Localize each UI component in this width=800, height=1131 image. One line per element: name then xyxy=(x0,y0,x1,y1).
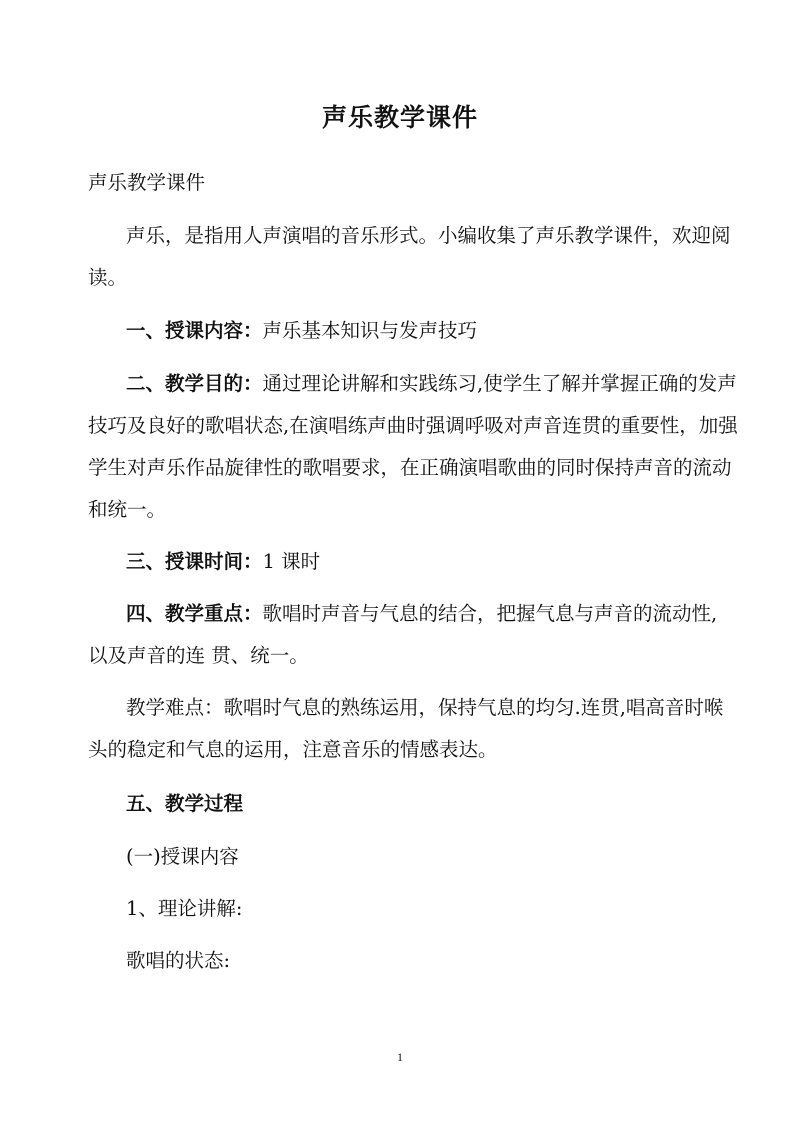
section-3-text: 1 课时 xyxy=(262,550,321,573)
section-1-text: 声乐基本知识与发声技巧 xyxy=(262,319,478,342)
document-title: 声乐教学课件 xyxy=(321,103,478,132)
section-2-line-2: 技巧及良好的歌唱状态,在演唱练声曲时强调呼吸对声音连贯的重要性，加强 xyxy=(88,414,738,437)
section-1 xyxy=(126,315,766,343)
section-2-label: 二、教学目的： xyxy=(126,372,263,395)
section-3-label: 三、授课时间： xyxy=(126,550,263,573)
singing-state: 歌唱的状态: xyxy=(126,949,231,972)
difficulty-line-1: 教学难点：歌唱时气息的熟练运用，保持气息的均匀.连贯,唱高音时喉 xyxy=(126,696,724,719)
difficulty-line-2: 头的稳定和气息的运用，注意音乐的情感表达。 xyxy=(88,738,498,761)
section-5-label: 五、教学过程 xyxy=(126,792,244,815)
subsection-1: (一)授课内容 xyxy=(126,845,239,868)
section-3 xyxy=(126,546,766,574)
section-4-label: 四、教学重点： xyxy=(126,602,263,625)
page-number: 1 xyxy=(397,1050,403,1064)
intro-line-1: 声乐，是指用人声演唱的音乐形式。小编收集了声乐教学课件，欢迎阅 xyxy=(126,224,731,247)
section-1-label: 一、授课内容： xyxy=(126,319,263,342)
section-4-line-1 xyxy=(126,598,766,626)
section-4-line-2: 以及声音的连 贯、统一。 xyxy=(88,644,309,667)
item-1: 1、理论讲解: xyxy=(126,897,243,920)
section-2-line-4: 和统一。 xyxy=(88,498,167,521)
section-2-line-3: 学生对声乐作品旋律性的歌唱要求，在正确演唱歌曲的同时保持声音的流动 xyxy=(88,456,732,479)
subtitle: 声乐教学课件 xyxy=(88,171,206,194)
section-4-text-1: 歌唱时声音与气息的结合，把握气息与声音的流动性, xyxy=(262,602,718,625)
intro-line-2: 读。 xyxy=(88,266,128,289)
section-2-text-1: 通过理论讲解和实践练习,使学生了解并掌握正确的发声 xyxy=(262,372,737,395)
section-2-line-1 xyxy=(126,368,766,396)
